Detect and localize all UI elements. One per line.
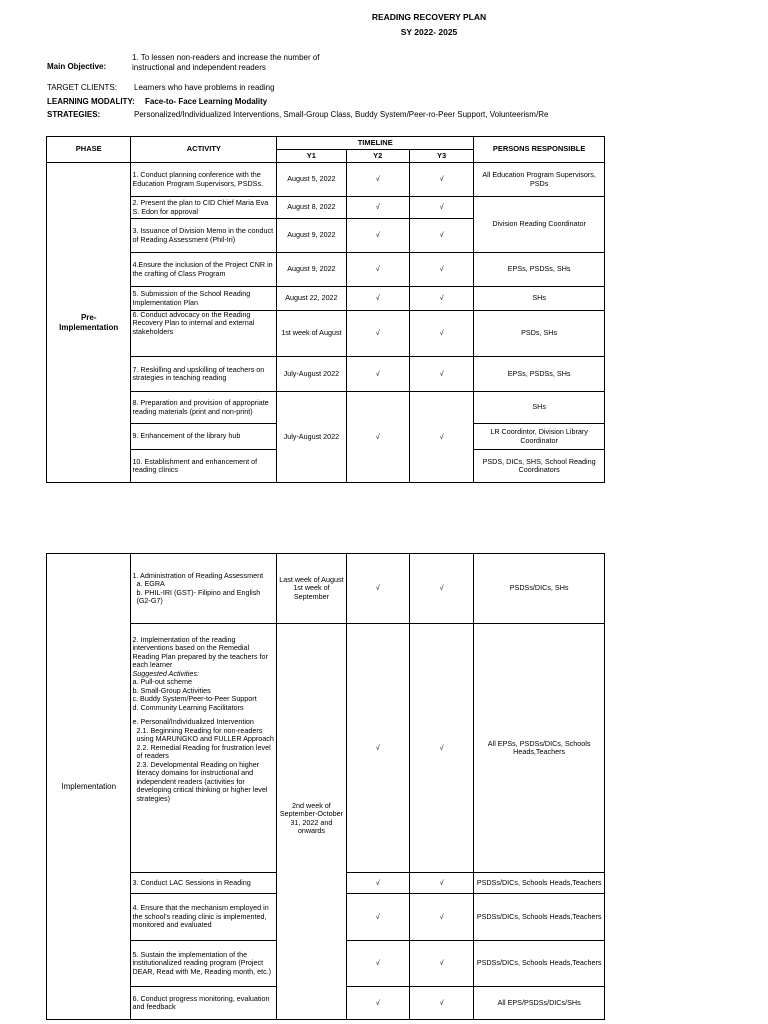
persons-cell: EPSs, PSDSs, SHs [474,357,605,392]
activity-cell: 9. Enhancement of the library hub [131,424,277,450]
activity-cell: 8. Preparation and provision of appropriate reading materials (print and non-print) [131,392,277,424]
objective-label: Main Objective: [47,62,107,71]
y3-header: Y3 [409,150,473,163]
activity-cell [131,624,277,873]
y1-cell: August 9, 2022 [277,253,346,287]
persons-cell: PSDS, DICs, SHS, School Reading Coordinators [474,450,605,483]
sub-activity: 2.2. Remedial Reading for frustration level of readers [136,742,271,761]
activity-cell: 3. Issuance of Division Memo in the conduct of Reading Assessment (Phil-Iri) [131,219,277,253]
objective-text: 1. To lessen non-readers and increase the number of instructional and independent readers [132,53,320,73]
learning-modality-text: Face-to- Face Learning Modality [145,97,268,106]
y2-check: √ [346,219,409,253]
persons-cell: PSDSs/DICs, SHs [474,554,605,624]
activity-cell [131,554,277,624]
target-clients-text: Learners who have problems in reading [134,83,275,92]
y3-check: √ [409,253,473,287]
persons-cell: PSDSs/DICs, Schools Heads,Teachers [474,941,605,987]
y2-check: √ [346,197,409,219]
y3-check: √ [409,287,473,311]
y2-check: √ [346,287,409,311]
persons-cell: SHs [474,392,605,424]
document-title: READING RECOVERY PLAN [371,12,487,22]
y3-check: √ [409,197,473,219]
y2-header: Y2 [346,150,409,163]
assessment-line: b. PHIL-IRI (GST)- Filipino and English (G2-G7) [136,587,261,605]
activity-cell: 4.Ensure the inclusion of the Project CNR in the crafting of Class Program [131,253,277,287]
y2-check: √ [346,554,409,624]
persons-cell: PSDSs/DICs, Schools Heads,Teachers [474,894,605,941]
activity-header: ACTIVITY [131,137,277,163]
persons-cell: LR Coordintor, Division Library Coordinator [474,424,605,450]
y2-check: √ [346,392,409,483]
persons-cell: All EPS/PSDSs/DICs/SHs [474,987,605,1020]
activity-cell: 1. Conduct planning conference with the Education Program Supervisors, PSDSs. [131,163,277,197]
y1-cell: 1st week of August [277,311,346,357]
sub-activity: 2.1. Beginning Reading for non-readers using MARUNGKO and FULLER Approach [136,725,274,744]
y1-cell: August 22, 2022 [277,287,346,311]
suggested-activities: Suggested Activities: [132,668,199,678]
y2-check: √ [346,987,409,1020]
y1-header: Y1 [277,150,346,163]
y3-check: √ [409,357,473,392]
y1-cell: Last week of August 1st week of September [277,554,346,624]
persons-cell: SHs [474,287,605,311]
y1-cell: August 5, 2022 [277,163,346,197]
y3-check: √ [409,873,473,894]
y1-cell: August 9, 2022 [277,219,346,253]
assessment-line: 1. Administration of Reading Assessment [132,570,264,580]
activity-cell: 10. Establishment and enhancement of reading clinics [131,450,277,483]
pre-implementation-phase: Pre- Implementation [47,163,131,483]
y3-check: √ [409,941,473,987]
y3-check: √ [409,987,473,1020]
pre-implementation-table [46,136,605,483]
activity-cell: 6. Conduct advocacy on the Reading Recovery Plan to internal and external stakeholders [131,311,277,357]
y2-check: √ [346,894,409,941]
timeline-header: TIMELINE [277,137,474,150]
activity-cell: 2. Present the plan to CID Chief Maria Eva S. Edon for approval [131,197,277,219]
activity-cell: 5. Submission of the School Reading Implementation Plan [131,287,277,311]
persons-cell: All EPSs, PSDSs/DICs, Schools Heads,Teachers [474,624,605,873]
school-year: SY 2022- 2025 [400,27,458,37]
y3-check: √ [409,392,473,483]
activity-cell: 5. Sustain the implementation of the institutionalized reading program (Project DEAR, Read with Me, Reading month, etc.) [131,941,277,987]
activity-option: e. Personal/Individualized Intervention [132,717,254,727]
intervention-intro: 2. Implementation of the reading interventions based on the Remedial Reading Plan prepared by the teachers for each learner [132,635,268,670]
strategies-label: STRATEGIES: [47,110,101,119]
persons-cell: PSDSs/DICs, Schools Heads,Teachers [474,873,605,894]
strategies-text: Personalized/Individualized Interventions, Small-Group Class, Buddy System/Peer-ro-Peer Support, Volunteerism/Re [134,110,549,119]
learning-modality-label: LEARNING MODALITY: [47,97,135,106]
activity-option: d. Community Learning Facilitators [132,702,244,712]
y2-check: √ [346,311,409,357]
y3-check: √ [409,894,473,941]
activity-cell: 4. Ensure that the mechanism employed in the school's reading clinic is implemented, monitored and evaluated [131,894,277,941]
activity-cell: 7. Reskilling and upskilling of teachers on strategies in teaching reading [131,357,277,392]
activity-cell: 3. Conduct LAC Sessions in Reading [131,873,277,894]
y3-check: √ [409,219,473,253]
y1-cell: July-August 2022 [277,357,346,392]
sub-activity: 2.3. Developmental Reading on higher literacy domains for instructional and independent readers (activities for developing critical thinking or higher level strategies) [136,759,268,803]
implementation-table [46,553,605,1020]
y2-check: √ [346,624,409,873]
y2-check: √ [346,253,409,287]
persons-cell: All Education Program Supervisors, PSDs [474,163,605,197]
activity-cell: 6. Conduct progress monitoring, evaluation and feedback [131,987,277,1020]
persons-cell: EPSs, PSDSs, SHs [474,253,605,287]
persons-cell: Division Reading Coordinator [474,197,605,253]
y2-check: √ [346,873,409,894]
y1-cell: July-August 2022 [277,392,346,483]
y2-check: √ [346,357,409,392]
y2-check: √ [346,941,409,987]
activity-option: a. Pull-out scheme [132,677,192,687]
y3-check: √ [409,311,473,357]
activity-option: c. Buddy System/Peer-to-Peer Support [132,694,257,704]
y1-cell: August 8, 2022 [277,197,346,219]
y2-check: √ [346,163,409,197]
persons-header: PERSONS RESPONSIBLE [474,137,605,163]
activity-option: b. Small-Group Activities [132,685,211,695]
phase-header: PHASE [47,137,131,163]
assessment-line: a. EGRA [136,579,165,589]
target-clients-label: TARGET CLIENTS: [47,83,117,92]
y3-check: √ [409,624,473,873]
y1-cell: 2nd week of September-October 31, 2022 and onwards [277,624,346,1020]
y3-check: √ [409,554,473,624]
persons-cell: PSDs, SHs [474,311,605,357]
y3-check: √ [409,163,473,197]
implementation-phase: Implementation [47,554,131,1020]
